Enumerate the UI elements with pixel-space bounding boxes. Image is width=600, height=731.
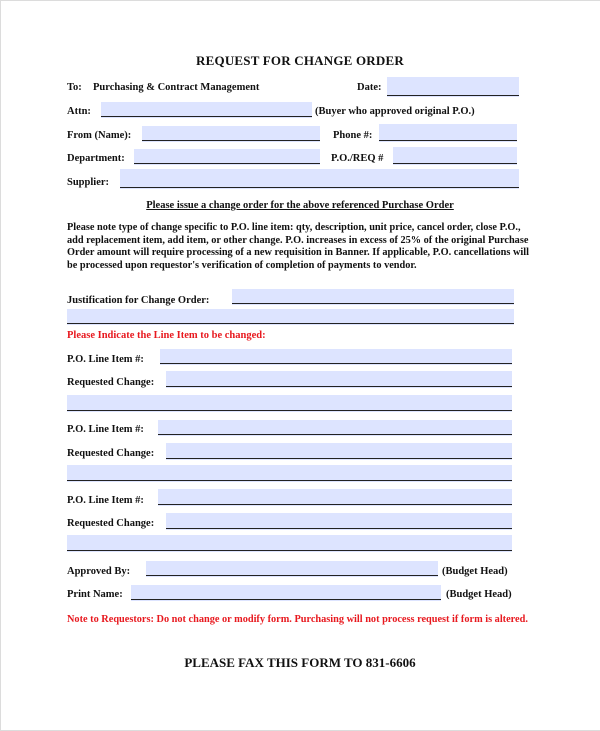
requested-change-field-3-line-2[interactable] <box>67 535 512 552</box>
approved-by-label: Approved By: <box>67 566 131 577</box>
approved-by-field[interactable] <box>146 561 438 577</box>
requested-change-field-2[interactable] <box>166 443 512 460</box>
po-req-field[interactable] <box>393 147 517 165</box>
to-label: To: <box>67 82 82 93</box>
date-field[interactable] <box>387 77 519 97</box>
print-name-field[interactable] <box>131 585 441 601</box>
po-line-item-label-2: P.O. Line Item #: <box>67 424 144 435</box>
requestor-warning: Note to Requestors: Do not change or modify form. Purchasing will not process request if form is altered. <box>67 614 528 625</box>
fax-instruction: PLEASE FAX THIS FORM TO 831-6606 <box>184 655 416 670</box>
po-req-label: P.O./REQ # <box>331 153 384 164</box>
po-line-item-field-3[interactable] <box>158 489 512 506</box>
department-label: Department: <box>67 153 125 164</box>
phone-label: Phone #: <box>333 130 373 141</box>
form-title: REQUEST FOR CHANGE ORDER <box>196 53 404 68</box>
justification-field[interactable] <box>232 289 514 305</box>
attn-label: Attn: <box>67 106 91 117</box>
justification-field-line-2[interactable] <box>67 309 514 325</box>
po-line-item-field-1[interactable] <box>160 349 512 365</box>
supplier-field[interactable] <box>120 169 519 189</box>
to-value: Purchasing & Contract Management <box>93 82 260 93</box>
po-line-item-field-2[interactable] <box>158 420 512 436</box>
justification-label: Justification for Change Order: <box>67 295 210 306</box>
from-name-field[interactable] <box>142 126 320 142</box>
requested-change-label-2: Requested Change: <box>67 448 155 459</box>
requested-change-label-3: Requested Change: <box>67 518 155 529</box>
line-item-heading: Please Indicate the Line Item to be changed: <box>67 330 266 341</box>
change-order-instruction: Please issue a change order for the above referenced Purchase Order <box>146 200 454 211</box>
phone-field[interactable] <box>379 124 517 142</box>
requested-change-field-3[interactable] <box>166 513 512 530</box>
po-line-item-label-1: P.O. Line Item #: <box>67 354 144 365</box>
print-name-hint: (Budget Head) <box>446 589 512 600</box>
requested-change-field-1[interactable] <box>166 371 512 388</box>
po-line-item-label-3: P.O. Line Item #: <box>67 495 144 506</box>
approved-by-hint: (Budget Head) <box>442 566 508 577</box>
department-field[interactable] <box>134 149 320 165</box>
requested-change-field-1-line-2[interactable] <box>67 395 512 412</box>
supplier-label: Supplier: <box>67 177 110 188</box>
print-name-label: Print Name: <box>67 589 123 600</box>
attn-hint: (Buyer who approved original P.O.) <box>315 106 475 117</box>
attn-field[interactable] <box>101 102 312 118</box>
requested-change-label-1: Requested Change: <box>67 377 155 388</box>
requested-change-field-2-line-2[interactable] <box>67 465 512 482</box>
from-label: From (Name): <box>67 130 132 141</box>
date-label: Date: <box>357 82 382 93</box>
change-type-note: Please note type of change specific to P.O. line item: qty, description, unit price, cancel order, close P.O., add replacement item, add item, or other change. P.O. increases in excess of 25% of the original Purchase Order amount will require processing of a new requisition in Banner. If applicable, P.O. cancellations will be processed upon requestor's verification of completion of payments to vendor. <box>67 222 529 271</box>
